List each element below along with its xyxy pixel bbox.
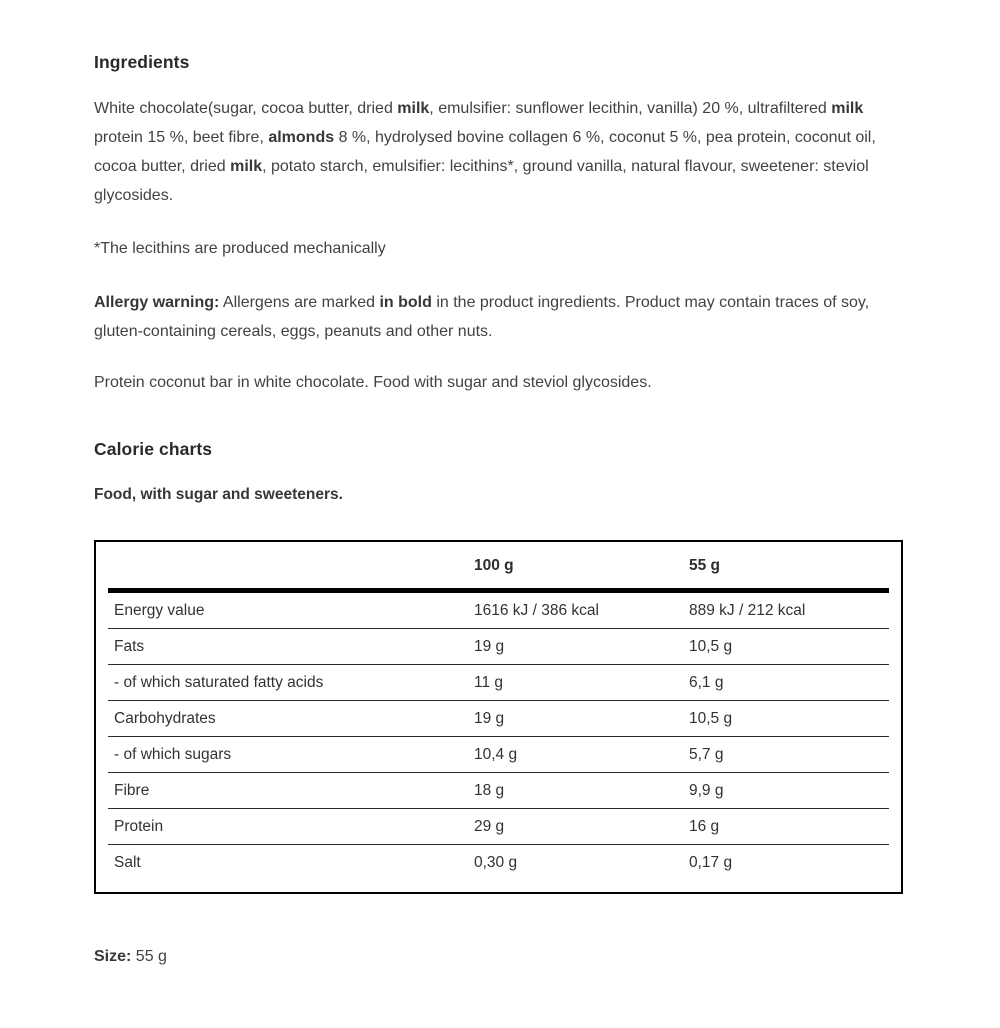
table-row [108,809,889,845]
allergen-bold-milk: milk [230,158,263,175]
row-label: Fats [108,629,474,665]
text-segment: in the product ingredients. Product may contain traces of soy, gluten-containing cereals, eggs, peanuts and other nuts. [94,294,870,340]
product-description: Protein coconut bar in white chocolate. Food with sugar and steviol glycosides. [94,374,652,391]
row-value-100g: 19 g [474,701,689,737]
size-value: 55 g [131,948,167,965]
row-value-55g: 10,5 g [689,629,889,665]
row-value-100g: 0,30 g [474,853,518,871]
allergen-bold-milk: milk [831,100,864,117]
table-row [108,845,889,881]
table-row [108,591,889,629]
row-value-100g: 10,4 g [474,737,689,773]
text-segment: , emulsifier: sunflower lecithin, vanilla) 20 %, ultrafiltered [429,100,832,117]
row-value-100g: 18 g [474,773,689,809]
row-value-100g: 29 g [474,809,689,845]
col-header-100g: 100 g [474,542,689,591]
ingredients-text [94,94,887,210]
row-value-55g: 10,5 g [689,701,889,737]
text-segment: Allergens are marked [219,294,380,311]
row-value-100g: 19 g [474,629,689,665]
row-value-55g: 0,17 g [689,853,733,871]
col-header-nutrient [108,542,474,591]
table-row [108,773,889,809]
calorie-charts-heading: Calorie charts [94,439,213,459]
row-label: - of which sugars [108,737,474,773]
allergen-bold-milk: milk [397,100,430,117]
table-row [108,737,889,773]
row-label: Salt [114,853,141,871]
row-value-100g: 1616 kJ / 386 kcal [474,591,689,629]
row-value-55g: 16 g [689,809,889,845]
table-header-row [108,542,889,591]
table-row [108,629,889,665]
size-label: Size: [94,948,132,965]
allergy-warning [94,288,887,346]
table-row [108,701,889,737]
table-row [108,665,889,701]
text-segment: protein 15 %, beet fibre, [94,129,269,146]
calorie-charts-subtitle: Food, with sugar and sweeteners. [94,486,343,503]
row-label: Protein [108,809,474,845]
nutrition-table [94,540,903,894]
col-header-55g: 55 g [689,542,889,591]
allergy-warning-label: Allergy warning: [94,294,220,311]
text-segment: White chocolate(sugar, cocoa butter, dried [94,100,398,117]
row-value-55g: 889 kJ / 212 kcal [689,591,889,629]
lecithins-note: *The lecithins are produced mechanically [94,240,386,257]
text-segment: , potato starch, emulsifier: lecithins*, ground vanilla, natural flavour, sweetener: steviol glycosides. [94,158,869,204]
row-label: Fibre [108,773,474,809]
row-value-100g: 11 g [474,665,689,701]
size-info [94,946,904,968]
row-value-55g: 6,1 g [689,665,889,701]
ingredients-heading: Ingredients [94,52,190,72]
row-label: Energy value [108,591,474,629]
row-value-55g: 5,7 g [689,737,889,773]
allergen-bold-almonds: almonds [268,129,335,146]
row-label: Carbohydrates [108,701,474,737]
in-bold-emphasis: in bold [379,294,432,311]
row-value-55g: 9,9 g [689,773,889,809]
text-segment: 8 %, hydrolysed bovine collagen 6 %, coconut 5 %, pea protein, coconut oil, cocoa butter, dried [94,129,876,175]
row-label: - of which saturated fatty acids [108,665,474,701]
